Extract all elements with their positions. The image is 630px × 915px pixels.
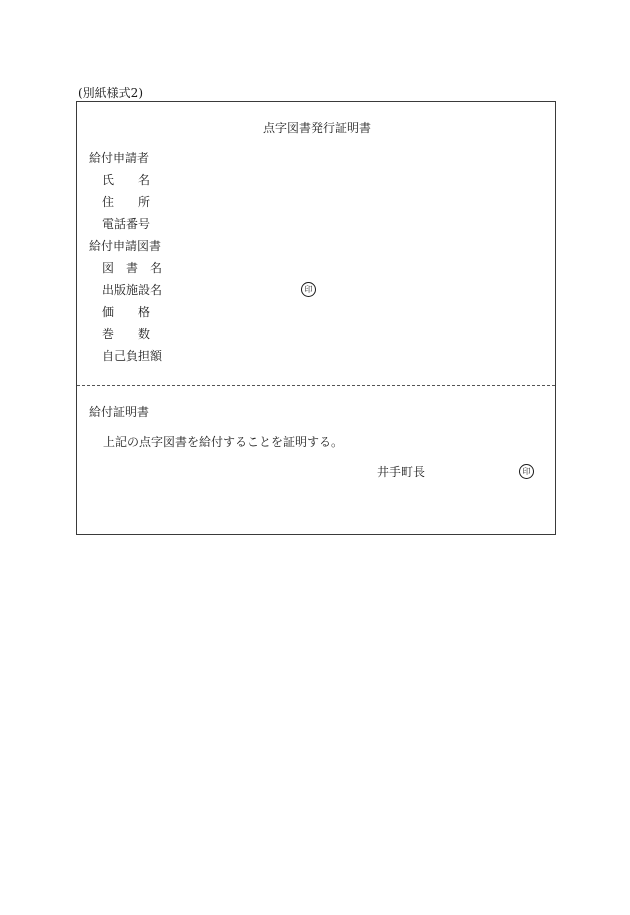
field-label-book-title xyxy=(102,259,162,276)
divider-dashed xyxy=(77,385,555,386)
label-char: 住 xyxy=(102,195,115,209)
applicant-heading: 給付申請者 xyxy=(89,151,150,165)
field-label-name xyxy=(102,171,150,188)
label-char: 図 xyxy=(102,261,115,275)
certificate-form xyxy=(76,101,556,535)
label-char: 氏 xyxy=(102,173,115,187)
certificate-heading: 給付証明書 xyxy=(89,405,150,419)
field-label-copay: 自己負担額 xyxy=(102,349,163,363)
form-label: (別紙様式2) xyxy=(78,86,143,100)
label-char: 格 xyxy=(138,305,151,319)
label-char: 名 xyxy=(150,261,163,275)
field-label-volumes xyxy=(102,325,150,342)
label-char: 価 xyxy=(102,305,115,319)
label-char: 書 xyxy=(126,261,139,275)
field-label-address xyxy=(102,193,150,210)
seal-stamp-icon: 印 xyxy=(301,282,316,297)
field-label-publisher: 出版施設名 xyxy=(102,283,163,297)
label-char: 数 xyxy=(138,327,151,341)
field-label-price xyxy=(102,303,150,320)
book-heading: 給付申請図書 xyxy=(89,239,162,253)
label-char: 所 xyxy=(138,195,151,209)
field-label-phone: 電話番号 xyxy=(102,217,151,231)
seal-stamp-icon: 印 xyxy=(519,464,534,479)
certificate-statement: 上記の点字図書を給付することを証明する。 xyxy=(103,435,344,449)
label-char: 名 xyxy=(138,173,151,187)
issuer-title: 井手町長 xyxy=(377,465,426,479)
label-char: 巻 xyxy=(102,327,115,341)
document-title: 点字図書発行証明書 xyxy=(263,121,372,135)
